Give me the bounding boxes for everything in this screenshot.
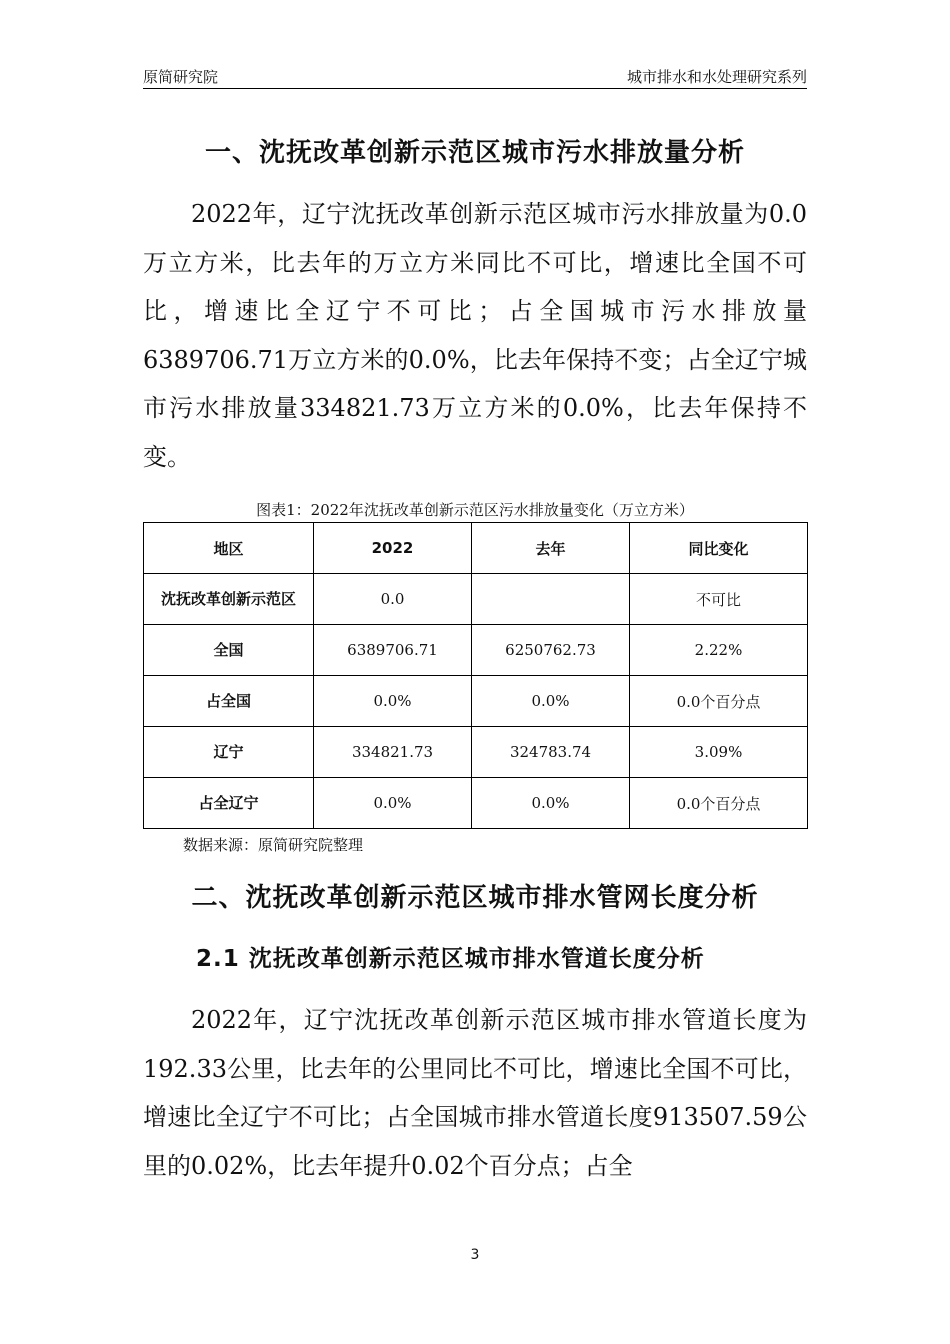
section2-title: 二、沈抚改革创新示范区城市排水管网长度分析 (191, 883, 759, 913)
header-divider (143, 88, 807, 89)
table-cell: 6389706.71 (314, 625, 472, 676)
table-cell: 0.0% (314, 778, 472, 829)
table-header-cell: 去年 (472, 523, 630, 574)
row-label: 占全辽宁 (144, 778, 314, 829)
table-row (144, 676, 808, 727)
page-number: 3 (470, 1247, 480, 1263)
table-cell: 2.22% (630, 625, 808, 676)
section2-subtitle: 2.1 沈抚改革创新示范区城市排水管道长度分析 (196, 946, 705, 972)
table-cell: 不可比 (630, 574, 808, 625)
table-cell: 0.0% (314, 676, 472, 727)
table-cell (472, 574, 630, 625)
section1-title: 一、沈抚改革创新示范区城市污水排放量分析 (204, 138, 745, 168)
row-label: 占全国 (144, 676, 314, 727)
section1-paragraph: 2022年，辽宁沈抚改革创新示范区城市污水排放量为0.0万立方米，比去年的万立方米同比不可比，增速比全国不可比，增速比全辽宁不可比；占全国城市污水排放量6389706.71万立方米的0.0%，比去年保持不变；占全辽宁城市污水排放量334821.73万立方米的0.0%，比去年保持不变。 (143, 200, 807, 471)
table-cell: 0.0个百分点 (630, 676, 808, 727)
table-row (144, 727, 808, 778)
table-cell: 324783.74 (472, 727, 630, 778)
table-row (144, 625, 808, 676)
header-org-name: 原简研究院 (143, 68, 219, 86)
table-header-row (144, 523, 808, 574)
row-label: 沈抚改革创新示范区 (144, 574, 314, 625)
row-label: 全国 (144, 625, 314, 676)
table-source-note: 数据来源：原简研究院整理 (183, 836, 364, 854)
table-caption: 图表1：2022年沈抚改革创新示范区污水排放量变化（万立方米） (256, 501, 694, 519)
table-header-cell: 2022 (314, 523, 472, 574)
table-header-cell: 地区 (144, 523, 314, 574)
row-label: 辽宁 (144, 727, 314, 778)
table-row (144, 574, 808, 625)
table-cell: 0.0 (314, 574, 472, 625)
table-cell: 334821.73 (314, 727, 472, 778)
table-cell: 0.0% (472, 778, 630, 829)
sewage-discharge-table (143, 522, 808, 829)
section2-paragraph: 2022年，辽宁沈抚改革创新示范区城市排水管道长度为192.33公里，比去年的公里同比不可比，增速比全国不可比，增速比全辽宁不可比；占全国城市排水管道长度913507.59公里的0.02%，比去年提升0.02个百分点；占全 (143, 1006, 807, 1180)
table-row (144, 778, 808, 829)
table-cell: 0.0个百分点 (630, 778, 808, 829)
table-header-cell: 同比变化 (630, 523, 808, 574)
table-cell: 0.0% (472, 676, 630, 727)
header-series-title: 城市排水和水处理研究系列 (626, 68, 807, 86)
table-cell: 6250762.73 (472, 625, 630, 676)
table-cell: 3.09% (630, 727, 808, 778)
